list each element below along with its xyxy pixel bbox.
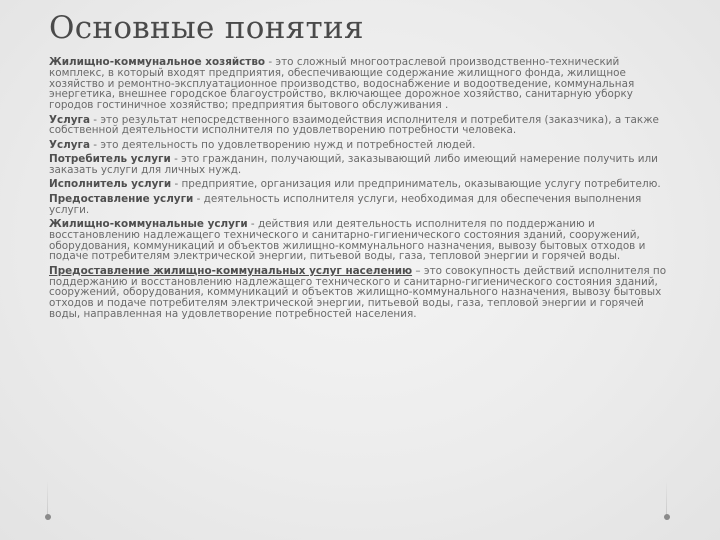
definition-term: Предоставление услуги xyxy=(49,192,194,205)
definition-paragraph xyxy=(49,57,671,111)
definition-term: Услуга xyxy=(49,138,90,151)
definition-term: Исполнитель услуги xyxy=(49,178,172,191)
definition-paragraph xyxy=(49,115,671,137)
definition-paragraph xyxy=(49,154,671,176)
definition-text: - это сложный многоотраслевой производственно-технический комплекс, в который входят предприятия, обеспечивающие содержание жилищного фонда, жилищное хозяйство и ремонтно-эксплуатационное производство, водоснабжение и водоотведение, коммунальная энергетика, внешнее городское благоустройство, включающее дорожное хозяйство, санитарную уборку городов гостиничное хозяйство; предприятия бытового обслуживания . xyxy=(49,56,635,112)
bullet-dot-icon xyxy=(664,514,670,520)
definition-term: Услуга xyxy=(49,113,90,126)
definition-paragraph xyxy=(49,219,671,262)
definition-text: – это совокупность действий исполнителя по поддержанию и восстановлению надлежащего технического и санитарно-гигиенического состояния зданий, сооружений, оборудования, коммуникаций и объектов жилищно-коммунального назначения, вывозу бытовых отходов и подаче потребителям электрической энергии, питьевой воды, газа, тепловой энергии и горячей воды, направленная на удовлетворение потребностей населения. xyxy=(49,264,667,320)
definition-paragraph xyxy=(49,140,671,151)
definition-term: Жилищно-коммунальное хозяйство xyxy=(49,56,266,68)
definition-paragraph xyxy=(49,266,671,320)
definition-paragraph xyxy=(49,194,671,216)
definitions-list xyxy=(49,57,671,323)
definition-term: Потребитель услуги xyxy=(49,153,171,166)
definition-text: - это деятельность по удовлетворению нужд и потребностей людей. xyxy=(90,138,476,151)
definition-term: Предоставление жилищно-коммунальных услуг населению xyxy=(49,264,413,277)
bullet-dot-icon xyxy=(45,514,51,520)
page-title: Основные понятия xyxy=(49,10,364,46)
definition-term: Жилищно-коммунальные услуги xyxy=(49,217,248,230)
definition-text: - это результат непосредственного взаимодействия исполнителя и потребителя (заказчика), а также собственной деятельности исполнителя по удовлетворению потребности человека. xyxy=(49,113,659,137)
definition-text: - действия или деятельность исполнителя по поддержанию и восстановлению надлежащего технического и санитарно-гигиенического состояния зданий, сооружений, оборудования, коммуникаций и объектов жилищно-коммунального назначения, вывозу бытовых отходов и подаче потребителям электрической энергии, питьевой воды, газа, тепловой энергии и горячей воды. xyxy=(49,217,646,263)
definition-paragraph xyxy=(49,179,671,190)
definition-text: - предприятие, организация или предприниматель, оказывающие услугу потребителю. xyxy=(171,178,661,191)
definition-text: - деятельность исполнителя услуги, необходимая для обеспечения выполнения услуги. xyxy=(49,192,642,216)
definition-text: - это гражданин, получающий, заказывающий либо имеющий намерение получить или заказать услуги для личных нужд. xyxy=(49,153,658,176)
